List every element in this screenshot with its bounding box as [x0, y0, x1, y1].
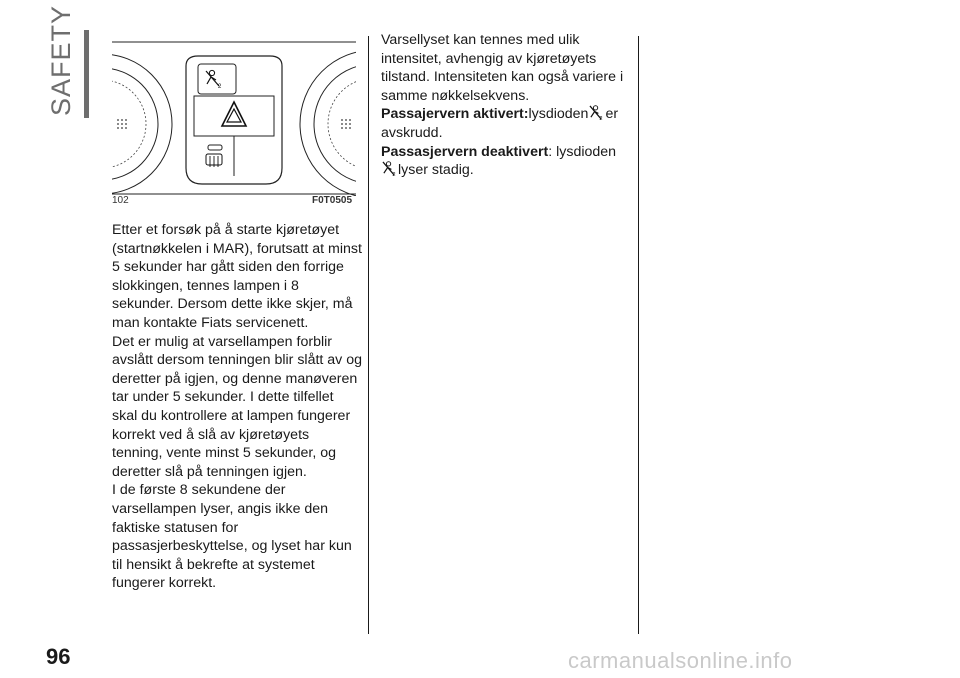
figure-code: F0T0505: [312, 195, 353, 206]
page-number: 96: [46, 644, 71, 669]
activated-label: Passajervern aktivert:: [381, 106, 529, 123]
deactivated-after: lyser stadig.: [398, 162, 474, 179]
paragraph-deactivated: [381, 143, 633, 180]
paragraph: Etter et forsøk på å starte kjøretøyet (startnøkkelen i MAR), forutsatt at minst 5 sekunder har gått siden den forrige slokkingen, tennes lampen i 8 sekunder. Dersom dette ikke skjer, må man kontakte Fiats servicenett.: [112, 222, 362, 331]
paragraph: Det er mulig at varsellampen forblir avslått dersom tenningen blir slått av og deretter på igjen, og denne manøveren tar under 5 sekunder. I dette tilfellet skal du kontrollere at lampen fungerer korrekt ved å slå av kjøretøyets tenning, vente minst 5 sekunder, og deretter slå på tenningen igjen.: [112, 333, 362, 480]
deactivated-label: Passasjervern deaktivert: [381, 143, 549, 160]
column-divider: [368, 36, 369, 634]
column-1: [112, 221, 362, 593]
section-rule: [84, 30, 89, 118]
svg-text:2: 2: [392, 172, 396, 177]
svg-text:2: 2: [218, 84, 222, 90]
figure-number: 102: [112, 195, 129, 206]
activated-after: er avskrudd.: [381, 106, 619, 141]
dashboard-illustration: [112, 36, 356, 196]
passenger-airbag-off-icon: [589, 105, 604, 120]
section-title: SAFETY: [46, 4, 76, 116]
column-2: [381, 31, 633, 180]
watermark: carmanualsonline.info: [568, 648, 793, 673]
dashboard-figure: [112, 36, 356, 204]
paragraph: I de første 8 sekundene der varsellampen lyser, angis ikke den faktiske statusen for passasjerbeskyttelse, og lyset har kun til hensikt å bekrefte at systemet fungerer korrekt.: [112, 482, 352, 592]
svg-text:2: 2: [599, 116, 603, 121]
column-divider: [638, 36, 639, 634]
deactivated-before: : lysdioden: [548, 143, 617, 160]
paragraph-activated: [381, 105, 633, 142]
passenger-airbag-off-icon: [382, 161, 397, 176]
paragraph: Varsellyset kan tennes med ulik intensitet, avhengig av kjøretøyets tilstand. Intensiteten kan også variere i samme nøkkelsekvens.: [381, 32, 624, 104]
activated-before: lysdioden: [528, 106, 589, 123]
